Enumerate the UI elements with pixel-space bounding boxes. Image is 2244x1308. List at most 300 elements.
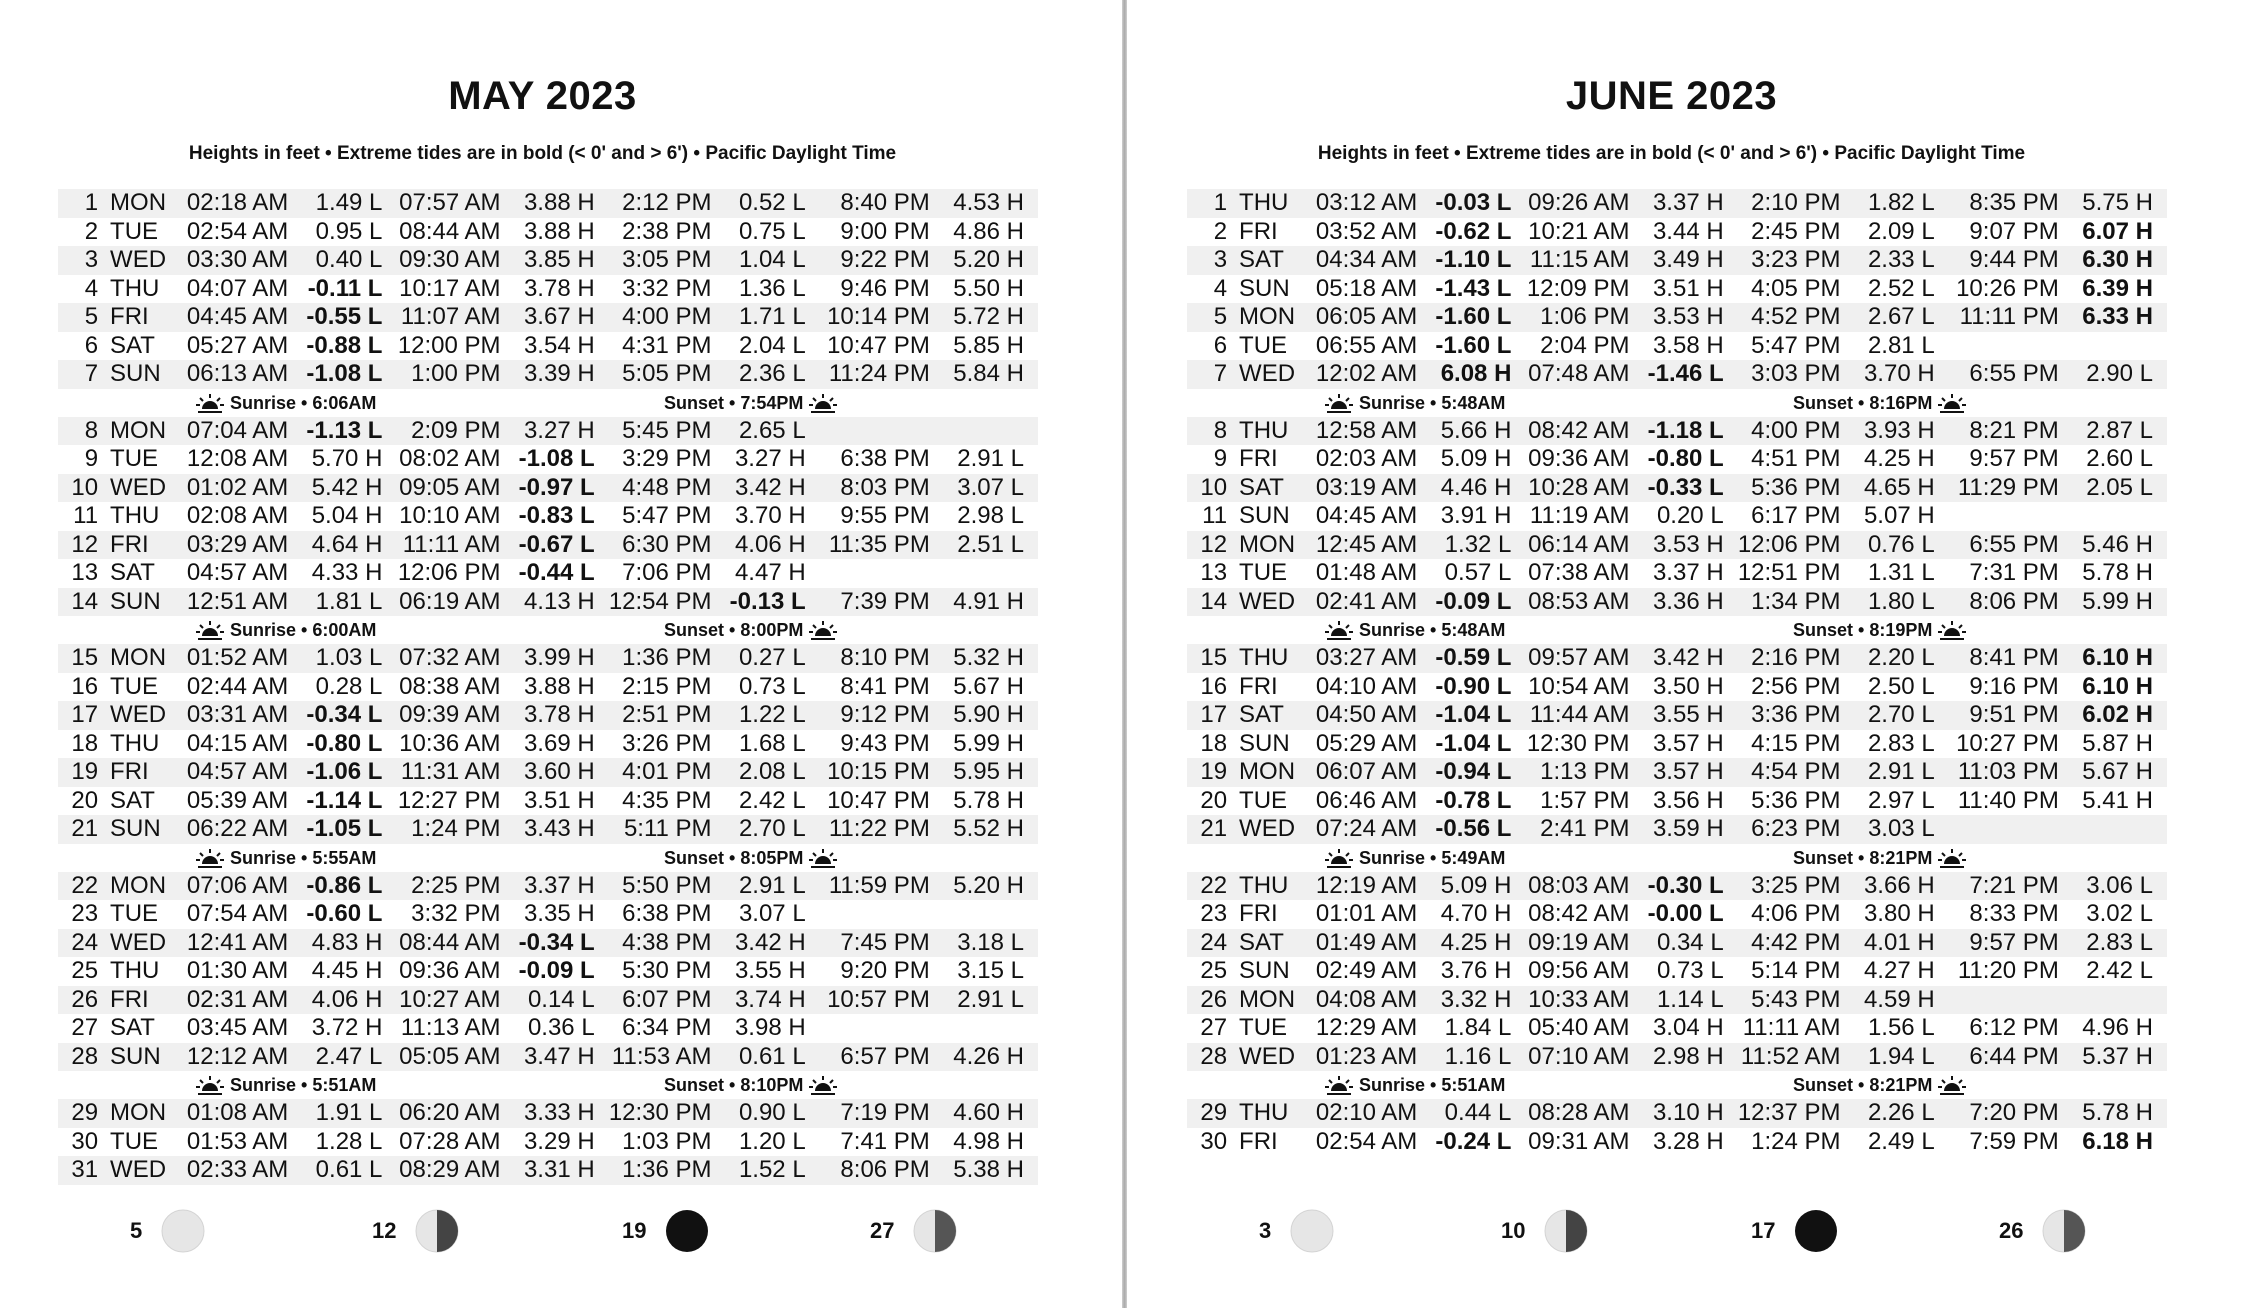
tide-row (58, 218, 1038, 247)
tide-time: 05:18 AM (1315, 274, 1418, 302)
day-number: 27 (1200, 1014, 1228, 1041)
tide-height: 0.95 L (315, 217, 383, 245)
tide-time: 5:30 PM (622, 957, 712, 984)
tide-height: 3.51 H (523, 786, 595, 814)
tide-time: 12:00 PM (397, 331, 501, 359)
tide-time: 05:27 AM (186, 331, 289, 359)
tide-row (58, 758, 1038, 787)
moon-first-quarter-icon (2041, 1208, 2087, 1254)
tide-time: 08:29 AM (396, 1156, 508, 1185)
day-of-week: FRI (104, 303, 184, 332)
tide-time: 7:21 PM (1949, 872, 2067, 901)
tide-time: 01:01 AM (1315, 900, 1418, 927)
tide-height: 2.04 L (738, 331, 806, 359)
tide-time: 1:24 PM (396, 815, 508, 844)
tide-row (58, 502, 1038, 531)
tide-row (1187, 303, 2167, 332)
tide-time: 07:54 AM (186, 900, 289, 927)
tide-time: 9:20 PM (840, 957, 930, 984)
tide-height: 1.31 L (1867, 559, 1935, 586)
tide-time: 6:12 PM (1969, 1014, 2059, 1041)
day-of-week: SAT (1233, 929, 1313, 958)
day-number: 8 (1187, 417, 1233, 446)
tide-row (1187, 929, 2167, 958)
sunrise-block (190, 389, 376, 417)
tide-height: 3.51 H (1652, 274, 1724, 302)
tide-height: 3.54 H (523, 331, 595, 359)
tide-time: 12:54 PM (609, 588, 720, 617)
tide-time: 9:16 PM (1969, 672, 2059, 700)
tide-time: 08:42 AM (1528, 900, 1630, 927)
day-number: 13 (71, 559, 99, 586)
tide-time: 04:08 AM (1313, 986, 1425, 1015)
tide-time: 10:36 AM (399, 729, 501, 757)
tide-height: 3.66 H (1849, 872, 1949, 901)
tide-time: 07:10 AM (1525, 1043, 1637, 1072)
tide-time: 9:07 PM (1969, 217, 2059, 245)
tide-height: 5.70 H (311, 445, 383, 472)
tide-row (1187, 815, 2167, 844)
day-of-week: THU (1233, 417, 1313, 446)
tide-height (938, 1014, 1038, 1043)
tide-height: 5.90 H (938, 701, 1038, 730)
tide-row (58, 1043, 1038, 1072)
tide-height: 1.56 L (1867, 1014, 1935, 1041)
tide-time: 8:33 PM (1969, 900, 2059, 927)
tide-height: 4.64 H (296, 531, 396, 560)
tide-time: 6:38 PM (840, 445, 930, 472)
sunset-time: Sunset • 8:16PM (1793, 392, 1933, 413)
tide-height: -1.04 L (1435, 729, 1512, 757)
tide-time: 4:51 PM (1751, 445, 1841, 472)
tide-height: -0.44 L (518, 559, 595, 586)
tide-height: -0.60 L (306, 900, 383, 927)
tide-height: -0.24 L (1435, 1127, 1512, 1155)
tide-height: 0.90 L (720, 1099, 820, 1128)
tide-height: 3.85 H (509, 246, 609, 275)
tide-time: 12:30 PM (1526, 729, 1630, 757)
tide-time: 03:19 AM (1313, 474, 1425, 503)
day-number: 16 (1200, 672, 1228, 700)
sunrise-icon (196, 620, 224, 642)
tide-time: 6:17 PM (1751, 502, 1841, 529)
tide-time: 01:48 AM (1315, 559, 1418, 586)
sunset-block (664, 844, 843, 872)
tide-height: 1.80 L (1849, 588, 1949, 617)
day-of-week: THU (1233, 644, 1313, 673)
day-of-week: MON (1233, 303, 1313, 332)
tide-row (1187, 701, 2167, 730)
day-number: 21 (1187, 815, 1233, 844)
tide-time: 10:14 PM (820, 303, 938, 332)
tide-height: 0.34 L (1638, 929, 1738, 958)
tide-height: 4.96 H (2082, 1014, 2153, 1041)
sunrise-block (1319, 616, 1505, 644)
tide-height: 4.83 H (296, 929, 396, 958)
tide-time: 04:10 AM (1315, 672, 1418, 700)
moon-phase-day: 27 (870, 1218, 895, 1243)
tide-time: 10:10 AM (399, 502, 501, 529)
tide-time: 11:52 AM (1738, 1043, 1849, 1072)
tide-height: 2.09 L (1867, 217, 1935, 245)
month-title: MAY 2023 (448, 74, 637, 118)
tide-height: -0.34 L (509, 929, 609, 958)
tide-time: 2:15 PM (622, 672, 712, 700)
day-of-week: WED (1233, 1043, 1313, 1072)
tide-time: 11:31 AM (396, 758, 508, 787)
tide-time: 10:28 AM (1525, 474, 1637, 503)
tide-time (1949, 332, 2067, 361)
day-number: 6 (84, 331, 99, 359)
tide-time: 8:10 PM (820, 644, 938, 673)
moon-new-icon (664, 1208, 710, 1254)
tide-row (1187, 275, 2167, 304)
tide-height: 5.78 H (2082, 559, 2153, 586)
tide-height: 2.91 L (720, 872, 820, 901)
page-subtitle: Heights in feet • Extreme tides are in bold (< 0' and > 6') • Pacific Daylight Time (1317, 143, 2026, 164)
sun-times-row (58, 1071, 1038, 1099)
sun-times-row (1187, 1071, 2167, 1099)
day-number: 24 (58, 929, 104, 958)
sunrise-block (1319, 389, 1505, 417)
tide-time: 12:27 PM (397, 786, 501, 814)
page-june (1129, 0, 2244, 1308)
day-number: 15 (58, 644, 104, 673)
day-of-week: TUE (1239, 786, 1288, 814)
tide-time: 5:50 PM (609, 872, 720, 901)
day-number: 30 (71, 1127, 99, 1155)
moon-full-icon (1289, 1208, 1335, 1254)
tide-height (938, 559, 1038, 588)
tide-time: 12:06 PM (1738, 531, 1849, 560)
tide-row (58, 559, 1038, 588)
tide-height: 5.09 H (1440, 445, 1512, 472)
day-of-week: TUE (110, 217, 159, 245)
tide-height: 3.80 H (1863, 900, 1935, 927)
tide-height: 3.88 H (523, 217, 595, 245)
day-number: 10 (58, 474, 104, 503)
tide-height: 0.36 L (527, 1014, 595, 1041)
tide-time: 8:06 PM (1949, 588, 2067, 617)
page-spine (1122, 0, 1127, 1308)
tide-time: 10:15 PM (820, 758, 938, 787)
tide-height: 2.60 L (2086, 445, 2153, 472)
tide-height: 3.50 H (1652, 672, 1724, 700)
tide-time: 12:45 AM (1313, 531, 1425, 560)
day-number: 9 (1213, 445, 1228, 472)
day-number: 11 (1202, 502, 1228, 529)
tide-height: 3.42 H (1638, 644, 1738, 673)
sunset-time: Sunset • 8:21PM (1793, 847, 1933, 868)
day-number: 17 (58, 701, 104, 730)
tide-time: 11:11 AM (396, 531, 508, 560)
tide-height: -1.14 L (306, 786, 383, 814)
tide-time: 8:41 PM (840, 672, 930, 700)
tide-row (1187, 787, 2167, 816)
tide-time: 07:04 AM (184, 417, 296, 446)
tide-time: 02:54 AM (1315, 1127, 1418, 1155)
day-number: 25 (1200, 957, 1228, 984)
tide-height (2067, 332, 2167, 361)
tide-time (1949, 986, 2067, 1015)
tide-height: 3.98 H (734, 1014, 806, 1041)
tide-time: 2:41 PM (1525, 815, 1637, 844)
day-of-week: FRI (104, 758, 184, 787)
tide-time: 9:00 PM (840, 217, 930, 245)
tide-time: 2:51 PM (609, 701, 720, 730)
tide-row (1187, 189, 2167, 218)
day-number: 20 (71, 786, 99, 814)
tide-height: 3.72 H (311, 1014, 383, 1041)
day-number: 23 (71, 900, 99, 927)
day-of-week: WED (104, 929, 184, 958)
day-number: 17 (1187, 701, 1233, 730)
tide-height: 5.50 H (953, 274, 1024, 302)
day-number: 15 (1187, 644, 1233, 673)
tide-time (1949, 815, 2067, 844)
tide-time: 09:30 AM (396, 246, 508, 275)
tide-height: 2.52 L (1867, 274, 1935, 302)
tide-time: 3:05 PM (609, 246, 720, 275)
tide-row (58, 474, 1038, 503)
tide-height: 0.14 L (509, 986, 609, 1015)
tide-height: 3.70 H (1849, 360, 1949, 389)
sunset-icon (809, 620, 837, 642)
tide-height: 3.36 H (1638, 588, 1738, 617)
tide-height: 3.88 H (509, 189, 609, 218)
tide-height: 3.78 H (523, 274, 595, 302)
tide-time: 10:27 AM (396, 986, 508, 1015)
tide-time: 4:42 PM (1738, 929, 1849, 958)
tide-time: 2:12 PM (609, 189, 720, 218)
tide-height: 5.66 H (1425, 417, 1525, 446)
tide-height: -1.60 L (1425, 303, 1525, 332)
tide-height: -0.80 L (306, 729, 383, 757)
sunrise-time: Sunrise • 5:51AM (1359, 1075, 1506, 1095)
tide-time: 5:36 PM (1751, 786, 1841, 814)
moon-phase-day: 26 (1999, 1218, 2024, 1243)
tide-time: 1:00 PM (396, 360, 508, 389)
tide-height: 5.07 H (1863, 502, 1935, 529)
tide-time: 7:31 PM (1969, 559, 2059, 586)
tide-row (58, 787, 1038, 816)
day-number: 2 (1213, 217, 1228, 245)
day-of-week: SAT (110, 786, 155, 814)
tide-height: 3.03 L (1849, 815, 1949, 844)
day-of-week: TUE (110, 672, 159, 700)
tide-height: -0.33 L (1638, 474, 1738, 503)
tide-row (58, 332, 1038, 361)
tide-height: 2.67 L (1849, 303, 1949, 332)
tide-height: 5.72 H (938, 303, 1038, 332)
day-number: 26 (58, 986, 104, 1015)
tide-height: 4.26 H (938, 1043, 1038, 1072)
day-of-week: WED (1233, 815, 1313, 844)
tide-height: 1.28 L (315, 1127, 383, 1155)
tide-height: 2.51 L (938, 531, 1038, 560)
tide-time: 6:55 PM (1949, 531, 2067, 560)
day-number: 9 (84, 445, 99, 472)
sunset-time: Sunset • 8:00PM (664, 620, 804, 640)
tide-time (820, 559, 938, 588)
tide-height: 4.06 H (720, 531, 820, 560)
tide-time: 09:39 AM (396, 701, 508, 730)
day-of-week: THU (1233, 1099, 1313, 1128)
tide-time: 10:21 AM (1528, 217, 1630, 245)
day-of-week: THU (110, 729, 160, 757)
tide-height: -0.03 L (1425, 189, 1525, 218)
tide-time: 1:34 PM (1738, 588, 1849, 617)
day-of-week: WED (1233, 360, 1313, 389)
tide-height: 1.20 L (738, 1127, 806, 1155)
tide-time: 01:52 AM (184, 644, 296, 673)
tide-time: 07:38 AM (1528, 559, 1630, 586)
day-number: 5 (1187, 303, 1233, 332)
tide-height: 0.57 L (1444, 559, 1512, 586)
sunrise-icon (1325, 1075, 1353, 1097)
sunset-time: Sunset • 8:10PM (664, 1075, 804, 1095)
tide-row (1187, 1128, 2167, 1157)
tide-time: 07:57 AM (396, 189, 508, 218)
tide-time: 8:21 PM (1949, 417, 2067, 446)
tide-height: 0.52 L (720, 189, 820, 218)
sunrise-icon (196, 848, 224, 870)
tide-height: 3.27 H (509, 417, 609, 446)
tide-height: 6.18 H (2082, 1127, 2153, 1155)
tide-row (1187, 986, 2167, 1015)
tide-height: 5.41 H (2082, 786, 2153, 814)
tide-time: 02:49 AM (1315, 957, 1418, 984)
tide-time: 5:05 PM (609, 360, 720, 389)
tide-height (938, 900, 1038, 929)
tide-time: 07:24 AM (1313, 815, 1425, 844)
tide-time: 12:29 AM (1315, 1014, 1418, 1041)
day-of-week: TUE (1239, 1014, 1288, 1041)
tide-time: 5:47 PM (622, 502, 712, 529)
tide-time: 11:11 AM (1742, 1014, 1841, 1041)
tide-height: -0.30 L (1638, 872, 1738, 901)
tide-time: 06:19 AM (396, 588, 508, 617)
tide-time: 08:42 AM (1525, 417, 1637, 446)
tide-row (58, 673, 1038, 702)
tide-time: 08:44 AM (396, 929, 508, 958)
tide-height: 5.75 H (2067, 189, 2167, 218)
day-of-week: FRI (104, 986, 184, 1015)
tide-height: -0.97 L (509, 474, 609, 503)
tide-row (58, 900, 1038, 929)
tide-height: 0.61 L (720, 1043, 820, 1072)
tide-height: 4.27 H (1863, 957, 1935, 984)
tide-time (820, 1014, 938, 1043)
tide-time: 03:31 AM (184, 701, 296, 730)
tide-time: 12:19 AM (1313, 872, 1425, 901)
day-number: 12 (1187, 531, 1233, 560)
day-of-week: SAT (1233, 474, 1313, 503)
tide-row (1187, 1099, 2167, 1128)
moon-phase-day: 12 (372, 1218, 397, 1243)
tide-height: 5.09 H (1425, 872, 1525, 901)
tide-time: 01:49 AM (1313, 929, 1425, 958)
sunrise-block (1319, 1071, 1505, 1099)
tide-row (58, 588, 1038, 617)
tide-height: 3.10 H (1638, 1099, 1738, 1128)
tide-time: 1:13 PM (1525, 758, 1637, 787)
tide-row (1187, 644, 2167, 673)
tide-height: 4.60 H (938, 1099, 1038, 1128)
tide-height: 2.08 L (720, 758, 820, 787)
page-may (0, 0, 1121, 1308)
day-of-week: TUE (110, 900, 159, 927)
day-of-week: SUN (1239, 729, 1290, 757)
day-number: 30 (1200, 1127, 1228, 1155)
day-number: 29 (1187, 1099, 1233, 1128)
tide-height: 3.74 H (720, 986, 820, 1015)
tide-height: 5.85 H (953, 331, 1024, 359)
moon-new-icon (1793, 1208, 1839, 1254)
tide-time: 11:40 PM (1957, 786, 2059, 814)
day-number: 28 (1187, 1043, 1233, 1072)
day-of-week: SUN (1239, 957, 1290, 984)
sunrise-time: Sunrise • 5:55AM (230, 847, 377, 868)
tide-height: -0.56 L (1425, 815, 1525, 844)
tide-time: 11:15 AM (1525, 246, 1637, 275)
tide-height: -0.34 L (296, 701, 396, 730)
tide-time: 9:51 PM (1949, 701, 2067, 730)
tide-time: 9:46 PM (840, 274, 930, 302)
moon-phase (1259, 1206, 1335, 1256)
tide-height: 5.87 H (2082, 729, 2153, 757)
day-number: 27 (71, 1014, 99, 1041)
tide-time: 9:43 PM (840, 729, 930, 757)
moon-phase-day: 10 (1501, 1218, 1526, 1243)
sunrise-icon (1325, 848, 1353, 870)
tide-height: 1.82 L (1849, 189, 1949, 218)
tide-time: 03:30 AM (184, 246, 296, 275)
day-number: 4 (1213, 274, 1228, 302)
tide-time: 07:06 AM (184, 872, 296, 901)
tide-height: 3.47 H (509, 1043, 609, 1072)
tide-time: 11:53 AM (609, 1043, 720, 1072)
sunrise-time: Sunrise • 5:49AM (1359, 847, 1506, 868)
day-of-week: SUN (104, 360, 184, 389)
tide-height: 2.47 L (296, 1043, 396, 1072)
tide-height: 5.67 H (2067, 758, 2167, 787)
day-number: 3 (58, 246, 104, 275)
sun-times-row (58, 389, 1038, 417)
tide-time: 5:11 PM (609, 815, 720, 844)
tide-time: 6:55 PM (1949, 360, 2067, 389)
tide-time: 02:08 AM (186, 502, 289, 529)
tide-time: 03:12 AM (1313, 189, 1425, 218)
sunrise-block (1319, 844, 1505, 872)
tide-height: 1.81 L (296, 588, 396, 617)
day-of-week: FRI (1239, 1127, 1278, 1155)
tide-row (58, 1099, 1038, 1128)
tide-height: 1.32 L (1425, 531, 1525, 560)
tide-time: 04:34 AM (1313, 246, 1425, 275)
tide-height: -0.00 L (1647, 900, 1724, 927)
tide-height: -0.62 L (1435, 217, 1512, 245)
day-number: 24 (1187, 929, 1233, 958)
tide-height: 1.22 L (720, 701, 820, 730)
tide-height: 3.29 H (523, 1127, 595, 1155)
tide-height: 3.53 H (1638, 303, 1738, 332)
tide-height: 5.37 H (2067, 1043, 2167, 1072)
tide-row (1187, 673, 2167, 702)
tide-row (58, 644, 1038, 673)
tide-height (2067, 986, 2167, 1015)
tide-time: 09:36 AM (1528, 445, 1630, 472)
